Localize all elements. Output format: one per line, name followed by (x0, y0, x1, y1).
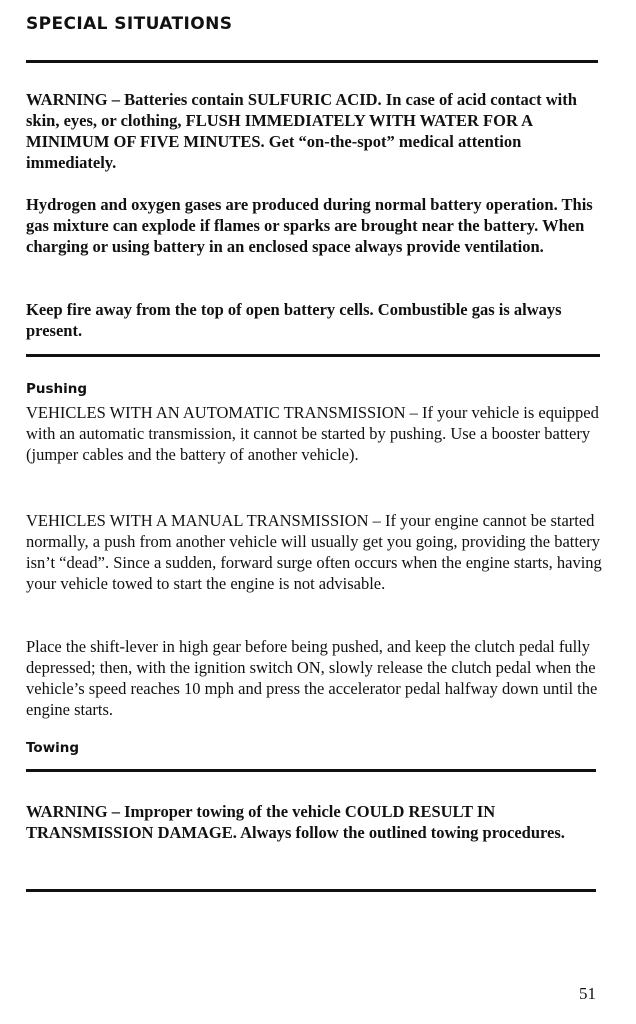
battery-acid-warning: WARNING – Batteries contain SULFURIC ACID. In case of acid contact with skin, eyes, or clothing, FLUSH IMMEDIATELY WITH WATER FOR A MINIMUM OF FIVE MINUTES. Get “on-the-spot” medical attention immediately. (26, 90, 577, 172)
fire-warning: Keep fire away from the top of open battery cells. Combustible gas is always present. (26, 300, 562, 340)
towing-warning: WARNING – Improper towing of the vehicle COULD RESULT IN TRANSMISSION DAMAGE. Always follow the outlined towing procedures. (26, 802, 565, 842)
section-title: SPECIAL SITUATIONS (26, 14, 233, 34)
pushing-heading: Pushing (26, 381, 88, 397)
page-number: 51 (579, 984, 596, 1003)
manual-transmission-paragraph: VEHICLES WITH A MANUAL TRANSMISSION – If your engine cannot be started normally, a push from another vehicle will usually get you going, providing the battery isn’t “dead”. Since a sudden, forward surge often occurs when the engine starts, having your vehicle towed to start the engine is not advisable. (26, 511, 602, 593)
push-start-procedure-paragraph: Place the shift-lever in high gear before being pushed, and keep the clutch pedal fully depressed; then, with the ignition switch ON, slowly release the clutch pedal when the vehicle’s speed reaches 10 mph and press the accelerator pedal halfway down until the engine starts. (26, 637, 598, 719)
top-divider (26, 60, 598, 63)
automatic-transmission-paragraph: VEHICLES WITH AN AUTOMATIC TRANSMISSION – If your vehicle is equipped with an automatic transmission, it cannot be started by pushing. Use a booster battery (jumper cables and the battery of another vehicle). (26, 403, 599, 464)
warning-bottom-divider (26, 354, 600, 357)
hydrogen-gas-warning: Hydrogen and oxygen gases are produced during normal battery operation. This gas mixture can explode if flames or sparks are brought near the battery. When charging or using battery in an enclosed space always provide ventilation. (26, 195, 593, 256)
towing-bottom-divider (26, 889, 596, 892)
towing-top-divider (26, 769, 596, 772)
towing-heading: Towing (26, 740, 80, 756)
